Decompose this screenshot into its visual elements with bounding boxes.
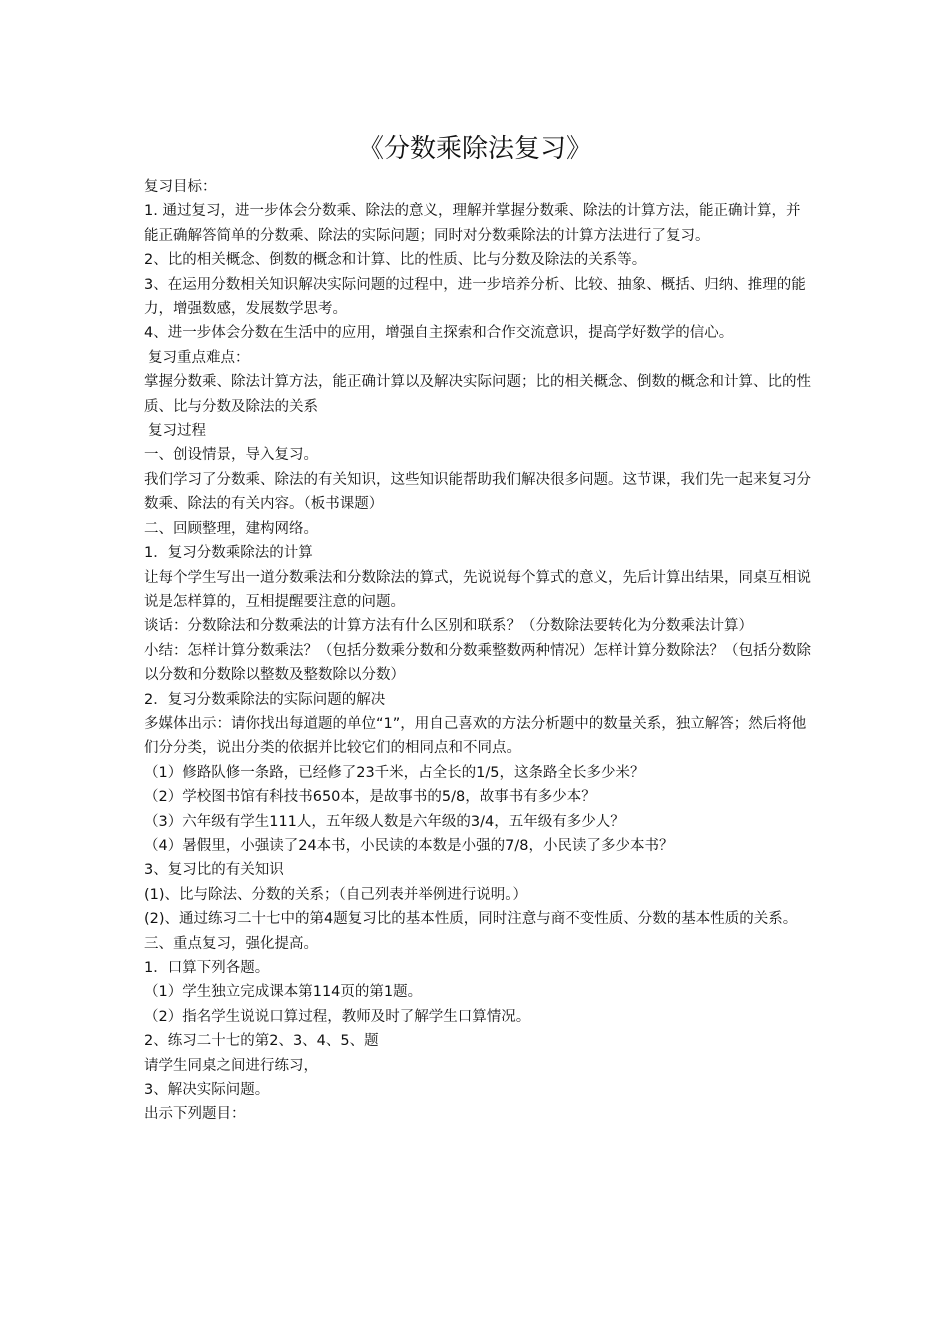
sub-heading-oral: 1．口算下列各题。: [144, 960, 270, 976]
key-points-text: 掌握分数乘、除法计算方法，能正确计算以及解决实际问题；比的相关概念、倒数的概念和计算、比的性质、比与分数及除法的关系: [144, 374, 811, 415]
ratio-item-1: (1)、比与除法、分数的关系；（自己列表并举例进行说明。）: [144, 886, 528, 903]
talk-text: 谈话：分数除法和分数乘法的计算方法有什么区别和联系？（分数除法要转化为分数乘法计算）: [144, 618, 753, 635]
step-1-text: 我们学习了分数乘、除法的有关知识，这些知识能帮助我们解决很多问题。这节课，我们先一起来复习分数乘、除法的有关内容。（板书课题）: [144, 471, 811, 513]
sub-heading-real-problems: 3、解决实际问题。: [144, 1082, 270, 1099]
section-heading-process: 复习过程: [148, 423, 206, 440]
step-heading-3: 三、重点复习，强化提高。: [144, 935, 318, 952]
calc-text: 让每个学生写出一道分数乘法和分数除法的算式，先说说每个算式的意义，先后计算出结果，同桌互相说说是怎样算的，互相提醒要注意的问题。: [144, 569, 811, 610]
problem-2: （2）学校图书馆有科技书650本，是故事书的5/8，故事书有多少本？: [144, 789, 596, 806]
document-body: [144, 175, 812, 1127]
show-problems-text: 出示下列题目：: [144, 1106, 246, 1123]
sub-heading-calc: 1．复习分数乘除法的计算: [144, 545, 313, 562]
multimedia-text: 多媒体出示：请你找出每道题的单位“1”，用自己喜欢的方法分析题中的数量关系，独立解答；然后将他们分分类，说出分类的依据并比较它们的相同点和不同点。: [144, 715, 807, 757]
exercise-text: 请学生同桌之间进行练习，: [144, 1057, 318, 1074]
problem-4: （4）暑假里，小强读了24本书，小民读的本数是小强的7/8，小民读了多少本书？: [144, 837, 674, 854]
step-heading-2: 二、回顾整理，建构网络。: [144, 520, 318, 537]
problem-1: （1）修路队修一条路，已经修了23千米，占全长的1/5，这条路全长多少米？: [144, 764, 645, 781]
sub-heading-ratio: 3、复习比的有关知识: [144, 862, 284, 879]
sub-heading-problems: 2．复习分数乘除法的实际问题的解决: [144, 691, 386, 708]
ratio-item-2: (2)、通过练习二十七中的第4题复习比的基本性质，同时注意与商不变性质、分数的基本性质的关系。: [144, 911, 798, 928]
document-title: 《分数乘除法复习》: [357, 134, 592, 164]
section-heading-key-points: 复习重点难点：: [148, 349, 250, 366]
oral-item-2: （2）指名学生说说口算过程，教师及时了解学生口算情况。: [144, 1008, 531, 1025]
section-heading-goals: 复习目标：: [144, 179, 217, 195]
goal-item-4: 4、进一步体会分数在生活中的应用，增强自主探索和合作交流意识，提高学好数学的信心。: [144, 325, 734, 342]
goal-item-2: 2、比的相关概念、倒数的概念和计算、比的性质、比与分数及除法的关系等。: [144, 252, 647, 269]
step-heading-1: 一、创设情景，导入复习。: [144, 447, 318, 464]
exercise-heading: 2、练习二十七的第2、3、4、5、题: [144, 1033, 379, 1050]
oral-item-1: （1）学生独立完成课本第114页的第1题。: [144, 984, 423, 1001]
goal-item-1: 1. 通过复习，进一步体会分数乘、除法的意义，理解并掌握分数乘、除法的计算方法，能正确计算，并能正确解答简单的分数乘、除法的实际问题；同时对分数乘除法的计算方法进行了复习。: [144, 203, 801, 244]
goal-item-3: 3、在运用分数相关知识解决实际问题的过程中，进一步培养分析、比较、抽象、概括、归纳、推理的能力，增强数感，发展数学思考。: [144, 276, 806, 318]
problem-3: （3）六年级有学生111人，五年级人数是六年级的3/4，五年级有多少人？: [144, 813, 625, 830]
summary-text: 小结：怎样计算分数乘法？（包括分数乘分数和分数乘整数两种情况）怎样计算分数除法？（包括分数除以分数和分数除以整数及整数除以分数）: [144, 642, 811, 684]
